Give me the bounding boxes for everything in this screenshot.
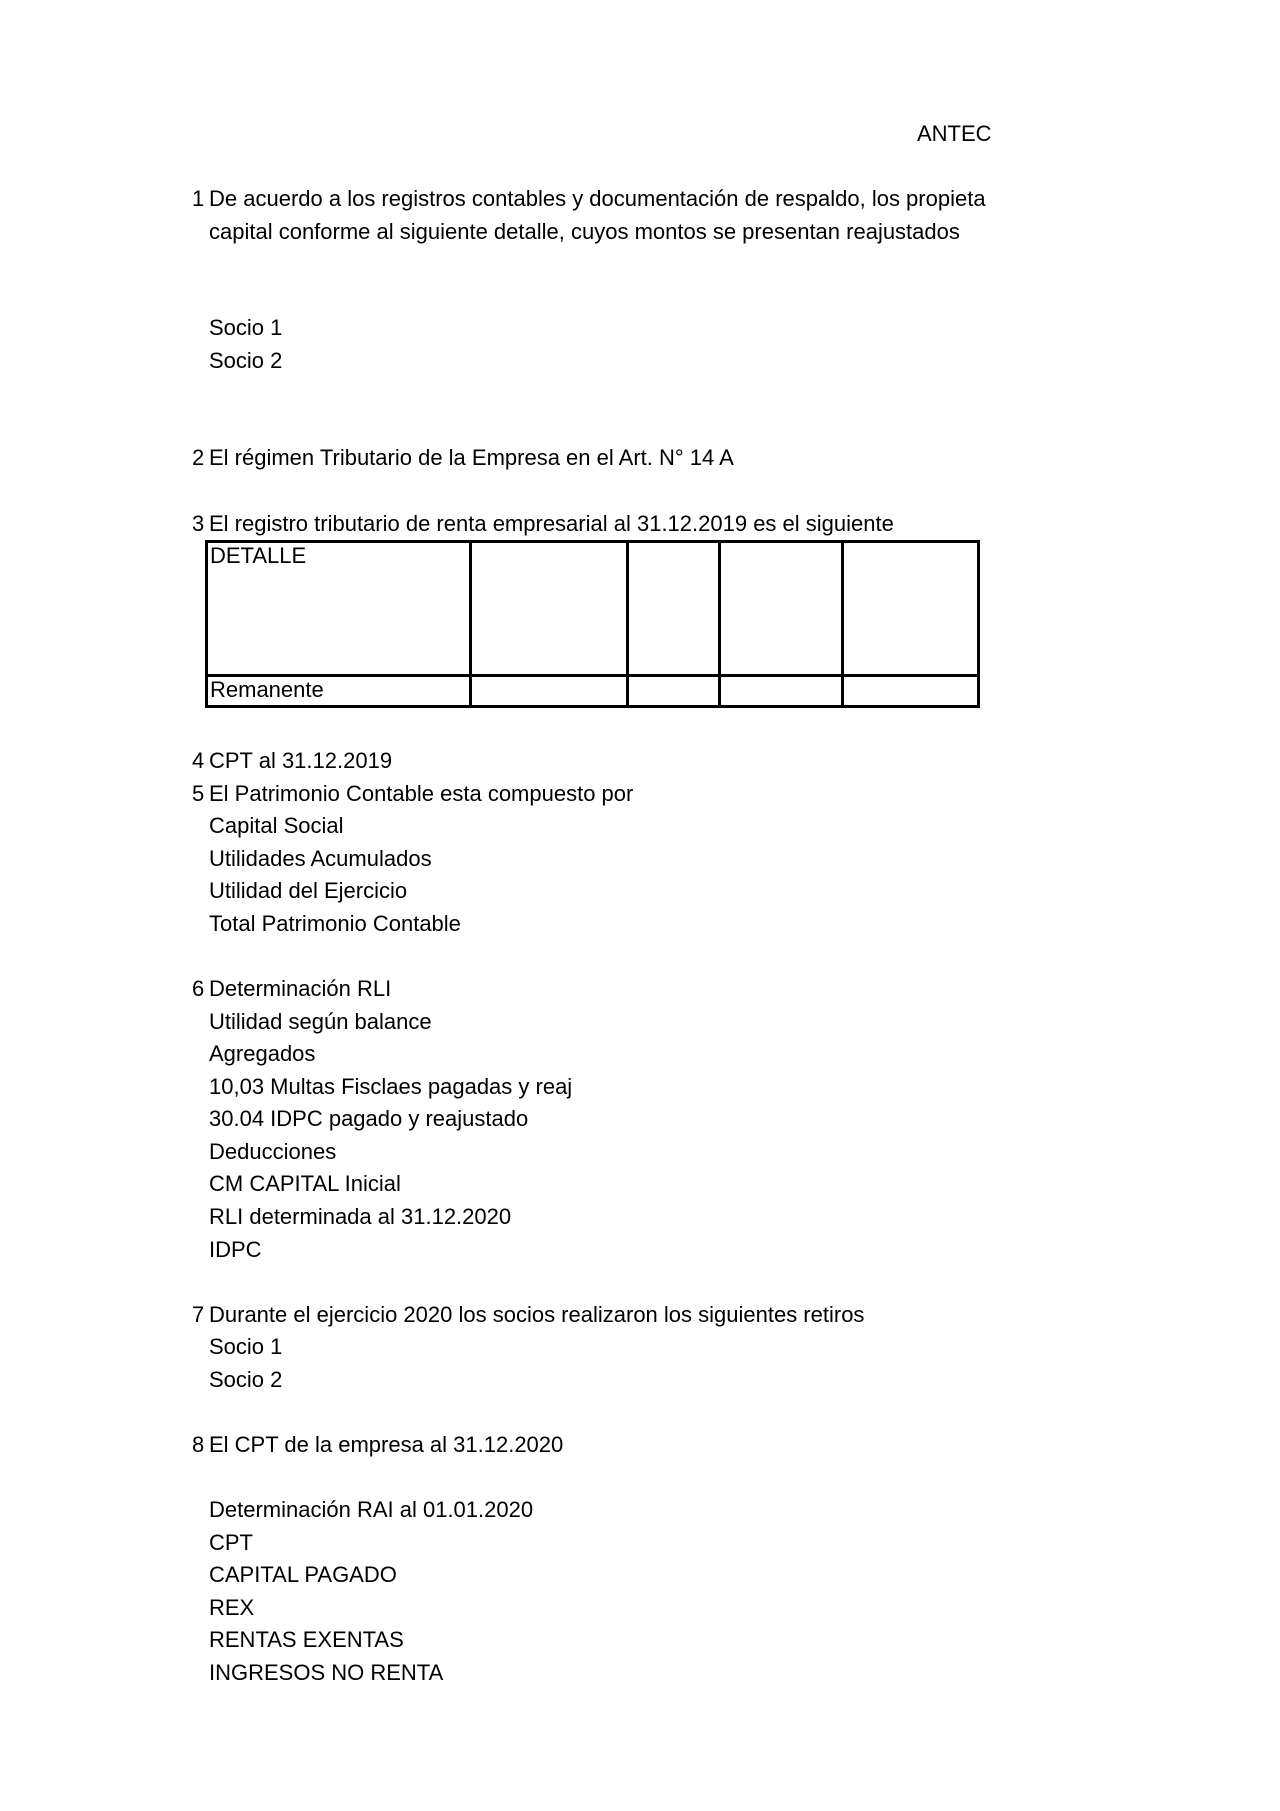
rli-agregados: Agregados — [209, 1041, 316, 1066]
registro-tributario-table — [205, 540, 980, 708]
item-8-text: El CPT de la empresa al 31.12.2020 — [209, 1432, 564, 1457]
retiro-socio-2: Socio 2 — [209, 1367, 283, 1392]
rai-title: Determinación RAI al 01.01.2020 — [209, 1497, 534, 1522]
item-4-text: CPT al 31.12.2019 — [209, 748, 393, 773]
item-1-number: 1 — [192, 186, 205, 211]
table-cell — [470, 676, 627, 707]
item-2-text: El régimen Tributario de la Empresa en el Art. N° 14 A — [209, 445, 734, 470]
table-cell — [719, 542, 842, 676]
item-6-number: 6 — [192, 976, 205, 1001]
rli-utilidad-balance: Utilidad según balance — [209, 1009, 432, 1034]
rli-multas: 10,03 Multas Fisclaes pagadas y reaj — [209, 1074, 573, 1099]
table-header-detalle: DETALLE — [207, 542, 471, 676]
rai-rentas-exentas: RENTAS EXENTAS — [209, 1627, 404, 1652]
item-4-number: 4 — [192, 748, 205, 773]
table-footer-remanente: Remanente — [207, 676, 471, 707]
table-cell — [470, 542, 627, 676]
item-7-text: Durante el ejercicio 2020 los socios realizaron los siguientes retiros — [209, 1302, 865, 1327]
patrimonio-capital-social: Capital Social — [209, 813, 344, 838]
table-cell — [627, 542, 719, 676]
item-1-line-1: De acuerdo a los registros contables y documentación de respaldo, los propieta — [209, 186, 986, 211]
rli-idpc-pagado: 30.04 IDPC pagado y reajustado — [209, 1106, 529, 1131]
rli-determinada: RLI determinada al 31.12.2020 — [209, 1204, 512, 1229]
socio-1-label: Socio 1 — [209, 315, 283, 340]
patrimonio-total: Total Patrimonio Contable — [209, 911, 461, 936]
table-row — [207, 542, 979, 676]
table-cell — [719, 676, 842, 707]
rai-ingresos-no-renta: INGRESOS NO RENTA — [209, 1660, 444, 1685]
table-cell — [842, 542, 978, 676]
table-row — [207, 676, 979, 707]
table-cell — [627, 676, 719, 707]
rli-deducciones: Deducciones — [209, 1139, 337, 1164]
item-6-text: Determinación RLI — [209, 976, 392, 1001]
patrimonio-utilidad-ejercicio: Utilidad del Ejercicio — [209, 878, 408, 903]
item-5-number: 5 — [192, 781, 205, 806]
item-3-number: 3 — [192, 511, 205, 536]
retiro-socio-1: Socio 1 — [209, 1334, 283, 1359]
item-7-number: 7 — [192, 1302, 205, 1327]
rli-cm-capital: CM CAPITAL Inicial — [209, 1171, 401, 1196]
table-cell — [842, 676, 978, 707]
item-8-number: 8 — [192, 1432, 205, 1457]
socio-2-label: Socio 2 — [209, 348, 283, 373]
item-5-text: El Patrimonio Contable esta compuesto por — [209, 781, 634, 806]
item-2-number: 2 — [192, 445, 205, 470]
patrimonio-utilidades-acumulados: Utilidades Acumulados — [209, 846, 432, 871]
rai-cpt: CPT — [209, 1530, 253, 1555]
rli-idpc: IDPC — [209, 1237, 262, 1262]
item-1-line-2: capital conforme al siguiente detalle, cuyos montos se presentan reajustados — [209, 219, 960, 244]
rai-capital-pagado: CAPITAL PAGADO — [209, 1562, 397, 1587]
rai-rex: REX — [209, 1595, 255, 1620]
item-3-text: El registro tributario de renta empresarial al 31.12.2019 es el siguiente — [209, 511, 894, 536]
page-title: ANTEC — [917, 121, 992, 146]
